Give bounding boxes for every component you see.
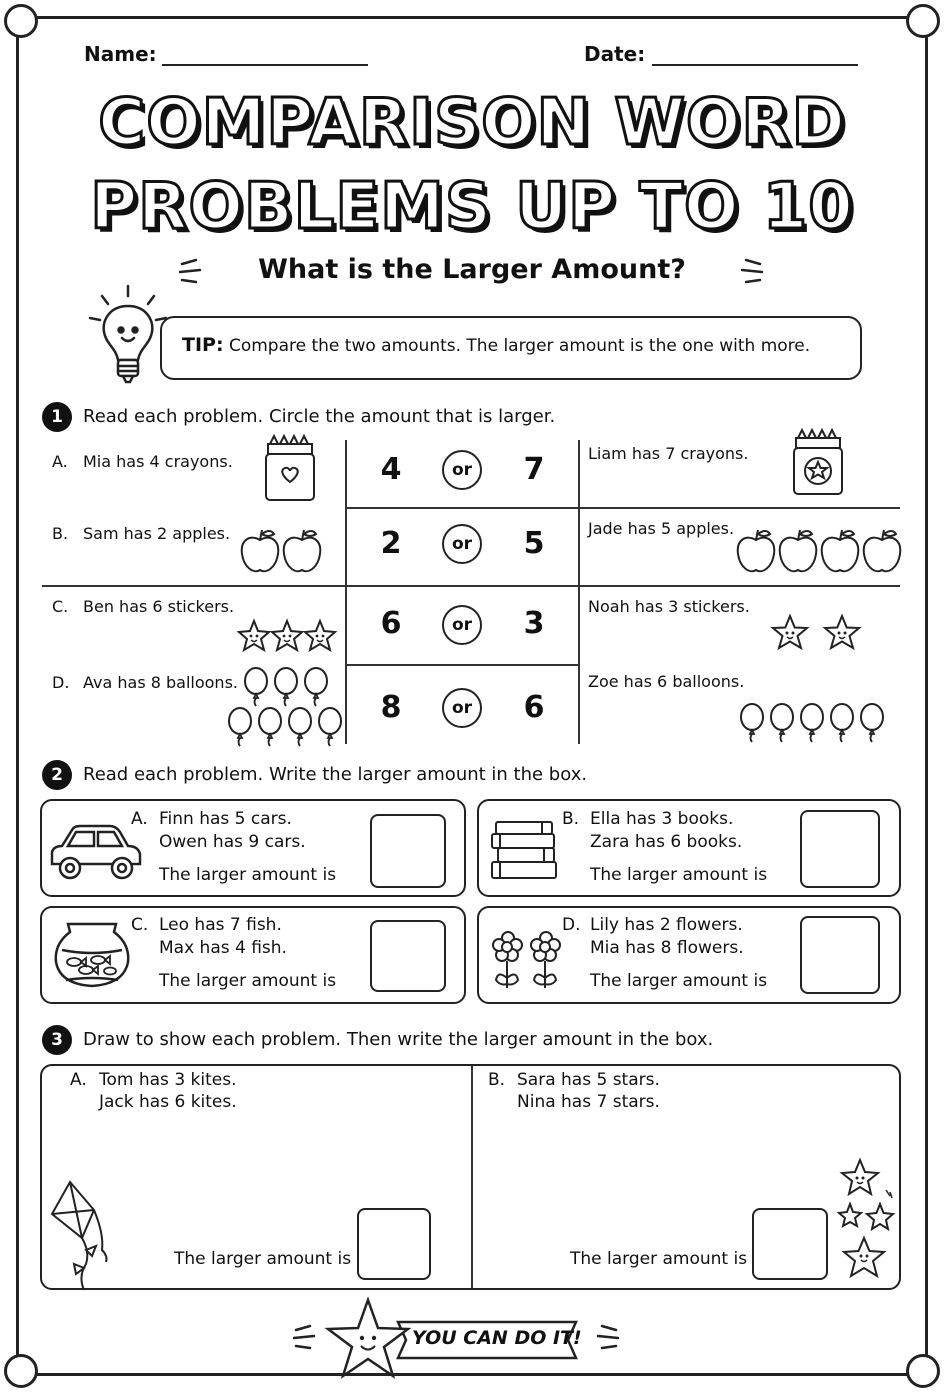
divider (578, 440, 580, 744)
part-letter: B. (488, 1070, 506, 1090)
apple-icon (242, 530, 279, 571)
section-number: 1 (42, 402, 72, 432)
balloon-icon (289, 708, 311, 746)
apple-group-icon (736, 528, 902, 576)
balloon-icon (275, 668, 297, 706)
section-number: 2 (42, 760, 72, 790)
answer-box[interactable] (370, 814, 446, 888)
badge-text: YOU CAN DO IT! (412, 1327, 582, 1349)
section-instruction: Draw to show each problem. Then write the larger amount in the box. (83, 1029, 714, 1050)
or-label: or (442, 688, 482, 728)
smiling-star-icon (326, 1298, 410, 1382)
card-line1: Lily has 2 flowers. (590, 915, 743, 935)
crayon-box-icon (264, 434, 316, 502)
problem-letter: A. (52, 452, 68, 471)
part-line1: Tom has 3 kites. (99, 1070, 237, 1090)
card-letter: A. (131, 809, 148, 829)
sticker-group-icon (238, 620, 338, 654)
card-line1: Ella has 3 books. (590, 809, 734, 829)
part-line2: Nina has 7 stars. (517, 1092, 660, 1112)
apple-icon (284, 530, 321, 571)
balloon-icon (259, 708, 281, 746)
answer-box[interactable] (800, 916, 880, 994)
problem-letter: D. (52, 673, 70, 692)
card-prompt: The larger amount is (159, 865, 337, 885)
balloon-icon (741, 704, 763, 742)
card-line1: Finn has 5 cars. (159, 809, 292, 829)
balloon-icon (771, 704, 793, 742)
balloon-group-icon (228, 708, 342, 748)
right-amount[interactable]: 5 (523, 526, 545, 561)
balloon-icon (831, 704, 853, 742)
star-sticker-icon (305, 621, 335, 650)
apple-icon (864, 530, 901, 571)
left-amount[interactable]: 4 (380, 452, 402, 487)
left-amount[interactable]: 8 (380, 690, 402, 725)
left-amount[interactable]: 2 (380, 526, 402, 561)
sparkle-left-icon (178, 256, 208, 286)
answer-box[interactable] (370, 920, 446, 992)
balloon-group-icon (740, 704, 898, 748)
tip-text (182, 334, 810, 356)
problem-letter: B. (52, 524, 69, 543)
card-letter: D. (562, 915, 581, 935)
card-letter: C. (131, 915, 149, 935)
problem-right-text: Liam has 7 crayons. (588, 444, 749, 463)
card-line2: Owen has 9 cars. (159, 832, 306, 852)
date-label: Date: (584, 42, 646, 66)
lightbulb-icon (88, 284, 168, 392)
left-amount[interactable]: 6 (380, 606, 402, 641)
balloon-icon (245, 668, 267, 706)
problem-right-text: Zoe has 6 balloons. (588, 672, 745, 691)
balloon-group-icon (244, 668, 334, 708)
part-prompt: The larger amount is (570, 1249, 748, 1269)
section-instruction: Read each problem. Circle the amount that is larger. (83, 406, 556, 427)
card-line2: Max has 4 fish. (159, 938, 287, 958)
date-field[interactable] (652, 64, 858, 66)
card-line2: Zara has 6 books. (590, 832, 743, 852)
problem-left-text: Sam has 2 apples. (83, 524, 231, 543)
sticker-group-icon (770, 614, 866, 654)
star-sticker-icon (272, 621, 302, 650)
kite-icon (48, 1180, 118, 1300)
stars-decoration-icon (834, 1158, 900, 1284)
right-amount[interactable]: 6 (523, 690, 545, 725)
or-label: or (442, 450, 482, 490)
answer-box[interactable] (800, 810, 880, 888)
flowers-icon (490, 930, 566, 992)
card-prompt: The larger amount is (590, 865, 768, 885)
name-field[interactable] (162, 64, 368, 66)
problem-left-text: Ava has 8 balloons. (83, 673, 238, 692)
apple-group-icon (240, 528, 332, 576)
apple-icon (738, 530, 775, 571)
divider (345, 440, 347, 744)
problem-right-text: Jade has 5 apples. (588, 519, 735, 538)
balloon-icon (229, 708, 251, 746)
star-sticker-icon (239, 621, 269, 650)
divider (580, 507, 900, 509)
balloon-icon (801, 704, 823, 742)
card-line2: Mia has 8 flowers. (590, 938, 744, 958)
balloon-icon (319, 708, 341, 746)
answer-box[interactable] (357, 1208, 431, 1280)
right-amount[interactable]: 7 (523, 452, 545, 487)
fishbowl-icon (52, 920, 132, 990)
corner-ornament (906, 4, 940, 38)
apple-icon (780, 530, 817, 571)
divider (471, 1066, 473, 1288)
problem-left-text: Ben has 6 stickers. (83, 597, 235, 616)
part-letter: A. (70, 1070, 87, 1090)
part-prompt: The larger amount is (174, 1249, 352, 1269)
card-letter: B. (562, 809, 580, 829)
sparkle-left-icon (292, 1322, 322, 1352)
tip-body: Compare the two amounts. The larger amount is the one with more. (228, 336, 811, 356)
apple-icon (822, 530, 859, 571)
card-line1: Leo has 7 fish. (159, 915, 282, 935)
card-prompt: The larger amount is (159, 971, 337, 991)
problem-letter: C. (52, 597, 69, 616)
or-label: or (442, 605, 482, 645)
page-title-line1: COMPARISON WORD (98, 86, 846, 160)
crayon-box-icon (792, 428, 844, 496)
problem-right-text: Noah has 3 stickers. (588, 597, 750, 616)
or-label: or (442, 524, 482, 564)
balloon-icon (305, 668, 327, 706)
corner-ornament (4, 1354, 38, 1388)
divider (346, 664, 578, 666)
part-line2: Jack has 6 kites. (99, 1092, 237, 1112)
divider (346, 507, 578, 509)
page-subtitle: What is the Larger Amount? (258, 254, 686, 285)
right-amount[interactable]: 3 (523, 606, 545, 641)
sparkle-right-icon (736, 256, 766, 286)
tip-label: TIP: (182, 334, 224, 356)
card-prompt: The larger amount is (590, 971, 768, 991)
page-title-line2: PROBLEMS UP TO 10 (90, 170, 854, 244)
balloon-icon (861, 704, 883, 742)
car-icon (48, 824, 142, 884)
corner-ornament (4, 4, 38, 38)
divider (42, 585, 900, 587)
corner-ornament (906, 1354, 940, 1388)
answer-box[interactable] (752, 1208, 828, 1280)
sparkle-right-icon (592, 1322, 622, 1352)
part-line1: Sara has 5 stars. (517, 1070, 660, 1090)
section-number: 3 (42, 1025, 72, 1055)
books-icon (490, 820, 560, 884)
problem-left-text: Mia has 4 crayons. (83, 452, 233, 471)
name-label: Name: (84, 42, 157, 66)
section-instruction: Read each problem. Write the larger amount in the box. (83, 764, 588, 785)
